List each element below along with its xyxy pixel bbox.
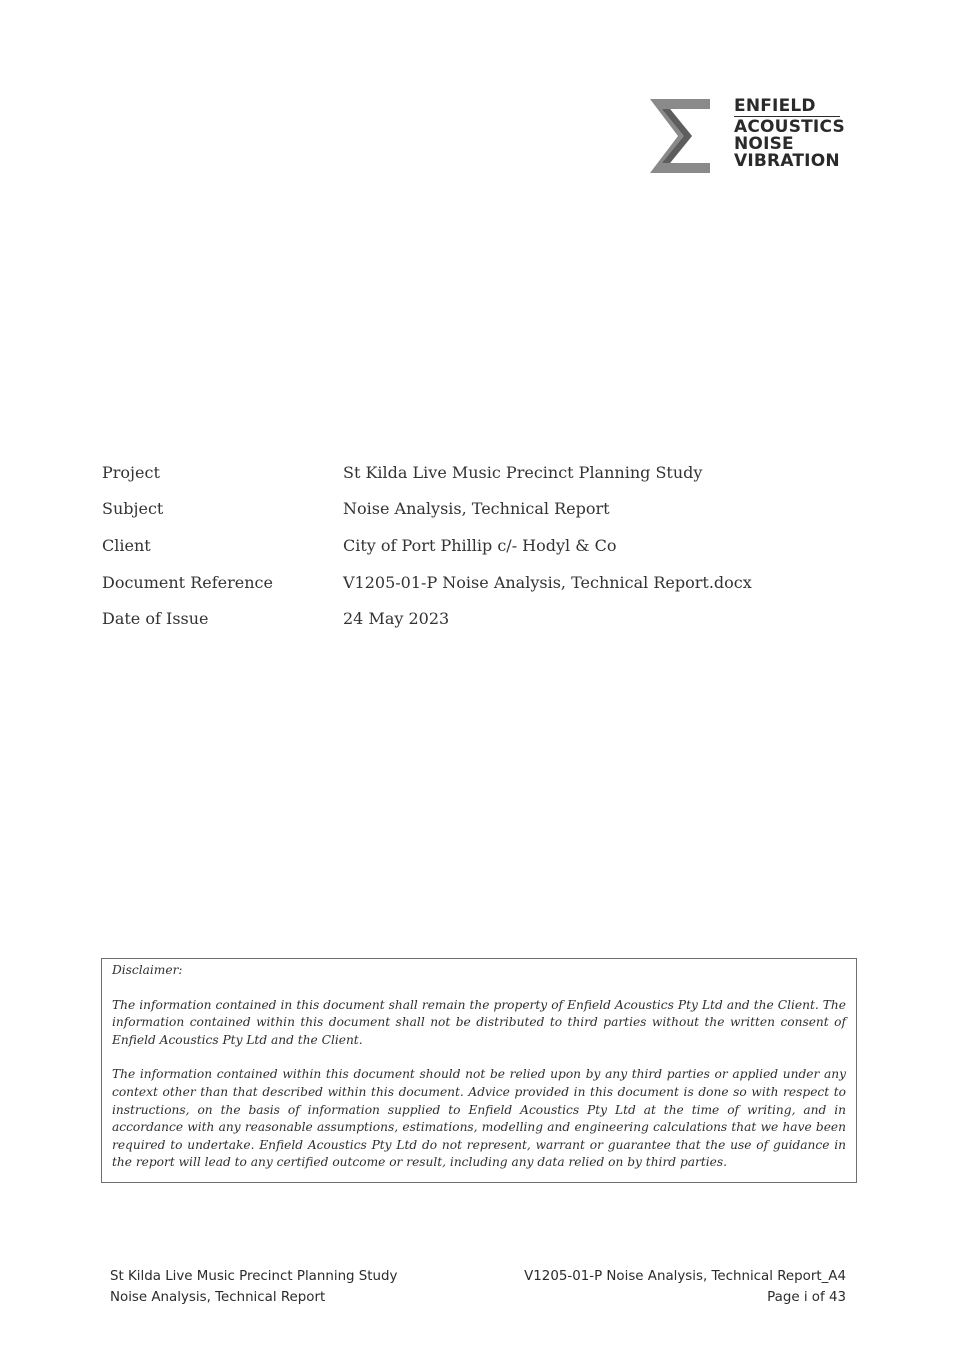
meta-label: Project bbox=[102, 462, 160, 482]
meta-row-subject bbox=[102, 491, 862, 528]
sigma-logo-icon bbox=[648, 96, 714, 176]
disclaimer-box bbox=[101, 958, 857, 1183]
meta-value: St Kilda Live Music Precinct Planning Study bbox=[343, 462, 703, 482]
meta-label: Client bbox=[102, 535, 151, 555]
meta-value: Noise Analysis, Technical Report bbox=[343, 499, 610, 519]
company-logo bbox=[648, 96, 848, 176]
meta-value: 24 May 2023 bbox=[343, 609, 450, 629]
meta-label: Subject bbox=[102, 499, 164, 519]
meta-row-client bbox=[102, 527, 862, 564]
footer-page-number: Page i of 43 bbox=[767, 1290, 846, 1305]
meta-value: V1205-01-P Noise Analysis, Technical Report.docx bbox=[343, 572, 752, 592]
meta-row-document-reference bbox=[102, 564, 862, 601]
disclaimer-paragraph: The information contained in this document shall remain the property of Enfield Acoustics Pty Ltd and the Client. The information contained within this document shall not be distributed to third parties without the written consent of Enfield Acoustics Pty Ltd and the Client. bbox=[112, 997, 846, 1047]
footer-document-reference: V1205-01-P Noise Analysis, Technical Report_A4 bbox=[524, 1269, 846, 1284]
footer-report-title: Noise Analysis, Technical Report bbox=[110, 1290, 326, 1305]
logo-line-1: ENFIELD bbox=[734, 96, 816, 116]
meta-row-date-of-issue bbox=[102, 600, 862, 637]
meta-row-project bbox=[102, 454, 862, 491]
logo-wordmark bbox=[734, 98, 845, 170]
logo-line-4: VIBRATION bbox=[734, 151, 840, 171]
footer-left bbox=[110, 1266, 397, 1308]
logo-line-2: ACOUSTICS bbox=[734, 117, 845, 137]
meta-label: Date of Issue bbox=[102, 609, 209, 629]
logo-line-3: NOISE bbox=[734, 134, 794, 154]
document-metadata-table bbox=[102, 454, 862, 637]
meta-value: City of Port Phillip c/- Hodyl & Co bbox=[343, 535, 617, 555]
footer-right bbox=[524, 1266, 846, 1308]
disclaimer-title: Disclaimer: bbox=[112, 963, 183, 977]
meta-label: Document Reference bbox=[102, 572, 273, 592]
footer-project-title: St Kilda Live Music Precinct Planning Study bbox=[110, 1269, 398, 1284]
disclaimer-paragraph: The information contained within this document should not be relied upon by any third parties or applied under any context other than that described within this document. Advice provided in this document is done so with respect to instructions, on the basis of information supplied to Enfield Acoustics Pty Ltd at the time of writing, and in accordance with any reasonable assumptions, estimations, modelling and engineering calculations that we have been required to undertake. Enfield Acoustics Pty Ltd do not represent, warrant or guarantee that the use of guidance in the report will lead to any certified outcome or result, including any data relied on by third parties. bbox=[112, 1067, 846, 1170]
